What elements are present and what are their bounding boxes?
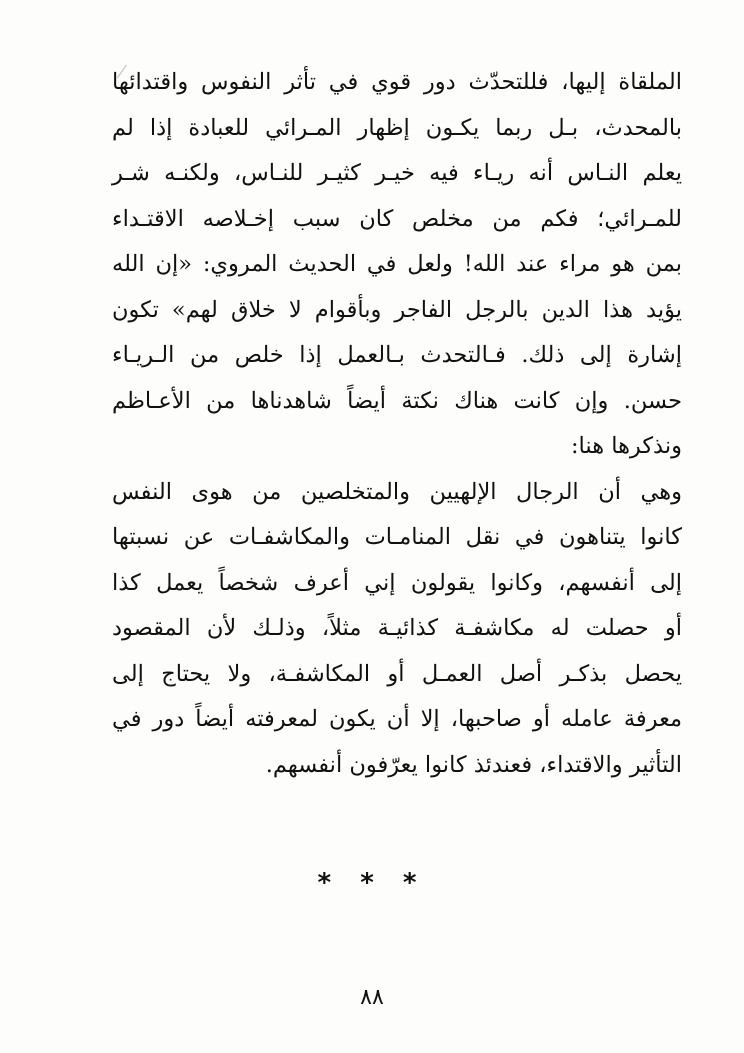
text-line: يعلم النـاس أنه ريـاء فيه خيـر كثيـر للنـاس، ولكنـه شـر bbox=[112, 160, 682, 186]
body-text bbox=[112, 60, 682, 788]
text-line: وهي أن الرجال الإلهيين والمتخلصين من هوى النفس bbox=[112, 478, 682, 505]
page-number: ٨٨ bbox=[360, 985, 384, 1010]
text-line: للمـرائي؛ فكم من مخلص كان سبب إخـلاصه الاقتـداء bbox=[112, 205, 682, 232]
text-line: يحصل بذكـر أصل العمـل أو المكاشفـة، ولا يحتاج إلى bbox=[112, 660, 682, 687]
text-line: التأثير والاقتداء، فعندئذ كانوا يعرّفون أنفسهم. bbox=[265, 751, 682, 778]
text-line: الملقاة إليها، فللتحدّث دور قوي في تأثر النفوس واقتدائها bbox=[112, 69, 682, 95]
text-line: إشارة إلى ذلك. فـالتحدث بـالعمل إذا خلص من الـريـاء bbox=[112, 342, 682, 368]
section-separator: * * * bbox=[317, 868, 427, 898]
text-line: كانوا يتناهون في نقل المنامـات والمكاشفـات عن نسبتها bbox=[112, 524, 682, 550]
text-line: ونذكرها هنا: bbox=[570, 433, 682, 459]
text-line: حسن. وإن كانت هناك نكتة أيضاً شاهدناها من الأعـاظم bbox=[112, 387, 682, 414]
text-line: معرفة عامله أو صاحبها، إلا أن يكون لمعرفته أيضاً دور في bbox=[112, 706, 682, 732]
text-line: إلى أنفسهم، وكانوا يقولون إني أعرف شخصاً يعمل كذا bbox=[112, 569, 682, 596]
text-line: بمن هو مراء عند الله! ولعل في الحديث المروي: «إن الله bbox=[112, 251, 682, 277]
text-line: أو حصلت له مكاشفـة كذائيـة مثلاً، وذلـك لأن المقصود bbox=[112, 615, 682, 641]
text-line: يؤيد هذا الدين بالرجل الفاجر وبأقوام لا خلاق لهم» تكون bbox=[112, 296, 682, 323]
text-line: بالمحدث، بـل ربما يكـون إظهار المـرائي للعبادة إذا لم bbox=[112, 114, 682, 141]
